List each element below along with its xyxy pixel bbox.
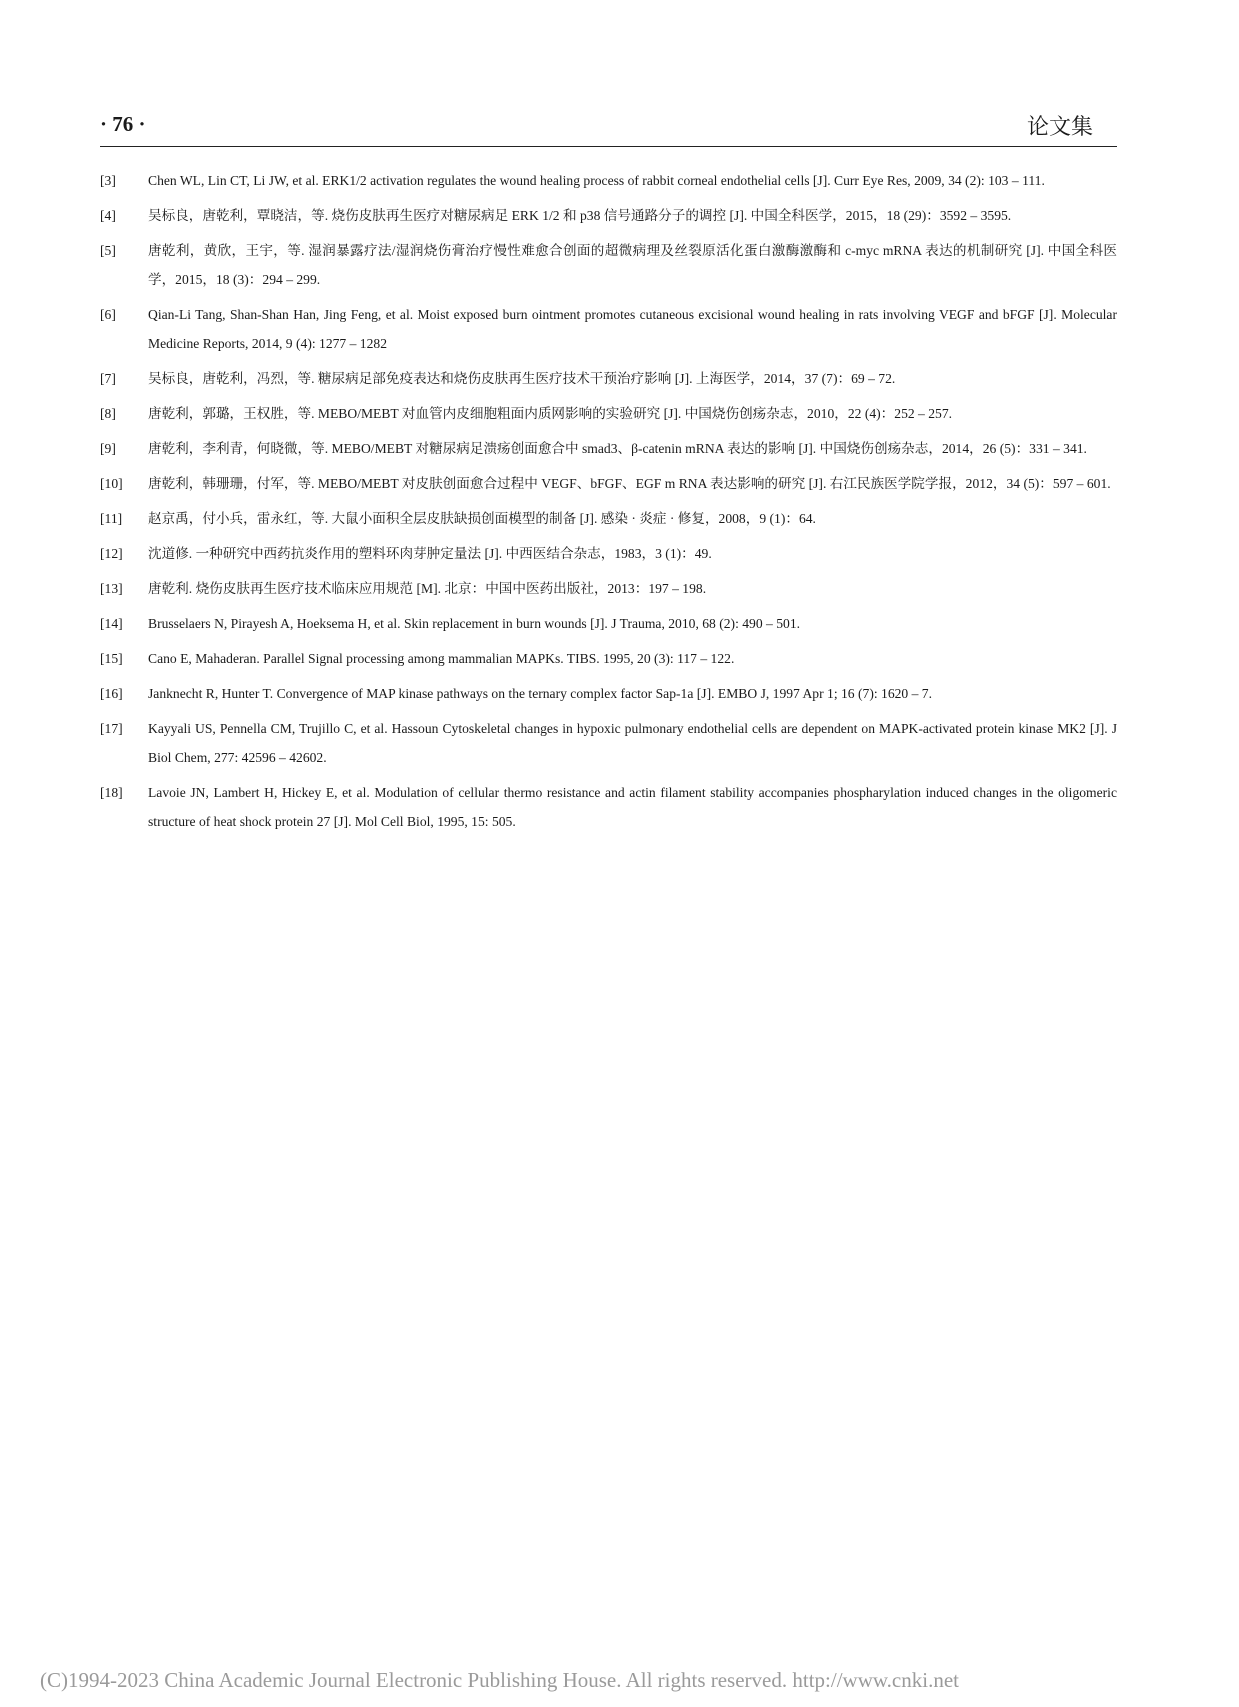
reference-number: [15]	[100, 651, 123, 666]
reference-number: [17]	[100, 721, 123, 736]
page-header	[100, 106, 1117, 147]
reference-item	[100, 434, 1117, 463]
reference-number: [6]	[100, 307, 116, 322]
reference-list	[100, 166, 1117, 842]
reference-text: 唐乾利. 烧伤皮肤再生医疗技术临床应用规范 [M]. 北京：中国中医药出版社，2013：197 – 198.	[148, 581, 707, 596]
journal-name: 论文集	[1026, 115, 1093, 140]
reference-item	[100, 714, 1117, 772]
reference-text: Brusselaers N, Pirayesh A, Hoeksema H, et al. Skin replacement in burn wounds [J]. J Trauma, 2010, 68 (2): 490 – 501.	[148, 616, 801, 631]
reference-item	[100, 574, 1117, 603]
reference-number: [9]	[100, 441, 116, 456]
reference-text: Chen WL, Lin CT, Li JW, et al. ERK1/2 activation regulates the wound healing process of rabbit corneal endothelial cells [J]. Curr Eye Res, 2009, 34 (2): 103 – 111.	[148, 173, 1045, 188]
reference-text: 沈道修. 一种研究中西药抗炎作用的塑料环肉芽肿定量法 [J]. 中西医结合杂志，1983，3 (1)：49.	[148, 546, 712, 561]
reference-number: [5]	[100, 243, 116, 258]
reference-number: [10]	[100, 476, 123, 491]
reference-text: 唐乾利，黄欣，王宇，等. 湿润暴露疗法/湿润烧伤膏治疗慢性难愈合创面的超微病理及丝裂原活化蛋白激酶激酶和 c-myc mRNA 表达的机制研究 [J]. 中国全科医学，2015，18 (3)：294 – 299.	[148, 243, 1117, 287]
reference-number: [14]	[100, 616, 123, 631]
reference-number: [8]	[100, 406, 116, 421]
reference-item	[100, 679, 1117, 708]
reference-text: Cano E, Mahaderan. Parallel Signal processing among mammalian MAPKs. TIBS. 1995, 20 (3): 117 – 122.	[148, 651, 735, 666]
reference-text: 唐乾利，韩珊珊，付军，等. MEBO/MEBT 对皮肤创面愈合过程中 VEGF、bFGF、EGF m RNA 表达影响的研究 [J]. 右江民族医学院学报，2012，34 (5)：597 – 601.	[148, 476, 1111, 491]
reference-number: [12]	[100, 546, 123, 561]
reference-text: Qian-Li Tang, Shan-Shan Han, Jing Feng, et al. Moist exposed burn ointment promotes cutaneous excisional wound healing in rats involving VEGF and bFGF [J]. Molecular Medicine Reports, 2014, 9 (4): 1277 – 1282	[148, 307, 1117, 351]
reference-text: 赵京禹，付小兵，雷永红，等. 大鼠小面积全层皮肤缺损创面模型的制备 [J]. 感染 · 炎症 · 修复，2008，9 (1)：64.	[148, 511, 816, 526]
reference-item	[100, 236, 1117, 294]
reference-item	[100, 399, 1117, 428]
reference-text: Kayyali US, Pennella CM, Trujillo C, et al. Hassoun Cytoskeletal changes in hypoxic pulmonary endothelial cells are dependent on MAPK-activated protein kinase MK2 [J]. J Biol Chem, 277: 42596 – 42602.	[148, 721, 1117, 765]
reference-text: Lavoie JN, Lambert H, Hickey E, et al. Modulation of cellular thermo resistance and actin filament stability accompanies phospharylation induced changes in the oligomeric structure of heat shock protein 27 [J]. Mol Cell Biol, 1995, 15: 505.	[148, 785, 1117, 829]
reference-number: [7]	[100, 371, 116, 386]
reference-text: 吴标良，唐乾利，覃晓洁，等. 烧伤皮肤再生医疗对糖尿病足 ERK 1/2 和 p38 信号通路分子的调控 [J]. 中国全科医学，2015，18 (29)：3592 – 3595.	[148, 208, 1012, 223]
reference-number: [18]	[100, 785, 123, 800]
reference-number: [11]	[100, 511, 123, 526]
reference-item	[100, 166, 1117, 195]
reference-item	[100, 778, 1117, 836]
reference-number: [4]	[100, 208, 116, 223]
reference-text: 吴标良，唐乾利，冯烈，等. 糖尿病足部免疫表达和烧伤皮肤再生医疗技术干预治疗影响 [J]. 上海医学，2014，37 (7)：69 – 72.	[148, 371, 896, 386]
reference-item	[100, 469, 1117, 498]
copyright-footer: (C)1994-2023 China Academic Journal Electronic Publishing House. All rights reserved. http://www.cnki.net	[40, 1668, 959, 1692]
reference-number: [3]	[100, 173, 116, 188]
reference-item	[100, 300, 1117, 358]
reference-number: [13]	[100, 581, 123, 596]
reference-item	[100, 504, 1117, 533]
reference-text: Janknecht R, Hunter T. Convergence of MAP kinase pathways on the ternary complex factor Sap-1a [J]. EMBO J, 1997 Apr 1; 16 (7): 1620 – 7.	[148, 686, 932, 701]
reference-item	[100, 364, 1117, 393]
reference-item	[100, 609, 1117, 638]
reference-item	[100, 201, 1117, 230]
reference-item	[100, 539, 1117, 568]
reference-text: 唐乾利，李利青，何晓微，等. MEBO/MEBT 对糖尿病足溃疡创面愈合中 smad3、β-catenin mRNA 表达的影响 [J]. 中国烧伤创疡杂志，2014，26 (5)：331 – 341.	[148, 441, 1087, 456]
page-number: · 76 ·	[100, 112, 146, 136]
reference-text: 唐乾利，郭璐，王权胜，等. MEBO/MEBT 对血管内皮细胞粗面内质网影响的实验研究 [J]. 中国烧伤创疡杂志，2010，22 (4)：252 – 257.	[148, 406, 953, 421]
reference-item	[100, 644, 1117, 673]
reference-number: [16]	[100, 686, 123, 701]
